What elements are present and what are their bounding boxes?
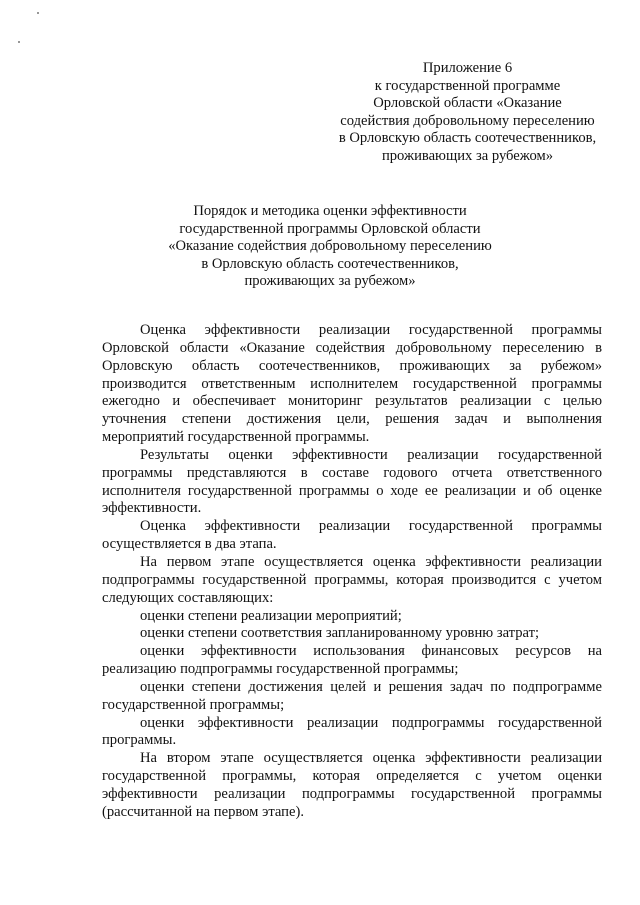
body-paragraph: Оценка эффективности реализации государственной программы осуществляется в два этапа. [102, 518, 602, 553]
document-title [150, 203, 510, 291]
title-line: государственной программы Орловской области [179, 220, 481, 237]
appendix-line: в Орловскую область соотечественников, [338, 130, 597, 147]
title-line: проживающих за рубежом» [244, 273, 416, 290]
appendix-line: Орловской области «Оказание [373, 95, 562, 112]
body-paragraph: оценки степени достижения целей и решения задач по подпрограмме государственной программы; [102, 678, 602, 713]
body-paragraph: Оценка эффективности реализации государственной программы Орловской области «Оказание содействия добровольному переселению в Орловскую область соотечественников, проживающих за рубежом» производится ответственным исполнителем государственной программы ежегодно и обеспечивает мониторинг результатов реализации с целью уточнения степени достижения цели, решения задач и выполнения мероприятий государственной программы. [102, 322, 602, 446]
appendix-line: к государственной программе [374, 77, 561, 94]
body-paragraph: На втором этапе осуществляется оценка эффективности реализации государственной программы, которая определяется с учетом оценки эффективности реализации подпрограммы государственной программы (рассчитанной на первом этапе). [102, 750, 602, 820]
body-paragraph: оценки степени реализации мероприятий; [140, 607, 402, 624]
body-paragraph: оценки эффективности использования финансовых ресурсов на реализацию подпрограммы государственной программы; [102, 643, 602, 678]
title-line: в Орловскую область соотечественников, [201, 255, 459, 272]
title-line: «Оказание содействия добровольному переселению [168, 238, 492, 255]
appendix-line: содействия добровольному переселению [340, 112, 595, 129]
body-paragraph: оценки степени соответствия запланированному уровню затрат; [140, 625, 540, 642]
appendix-line: проживающих за рубежом» [381, 147, 554, 164]
appendix-line: Приложение 6 [422, 60, 513, 76]
title-line: Порядок и методика оценки эффективности [193, 203, 467, 219]
body-paragraph: оценки эффективности реализации подпрограммы государственной программы. [102, 714, 602, 749]
appendix-header [320, 60, 615, 166]
document-body [102, 322, 602, 822]
body-paragraph: Результаты оценки эффективности реализации государственной программы представляются в составе годового отчета ответственного исполнителя государственной программы о ходе ее реализации и об оценке эффективности. [102, 446, 602, 517]
scan-speck [18, 41, 20, 43]
scan-speck [37, 12, 39, 14]
body-paragraph: На первом этапе осуществляется оценка эффективности реализации подпрограммы государственной программы, которая производится с учетом следующих составляющих: [102, 553, 602, 606]
